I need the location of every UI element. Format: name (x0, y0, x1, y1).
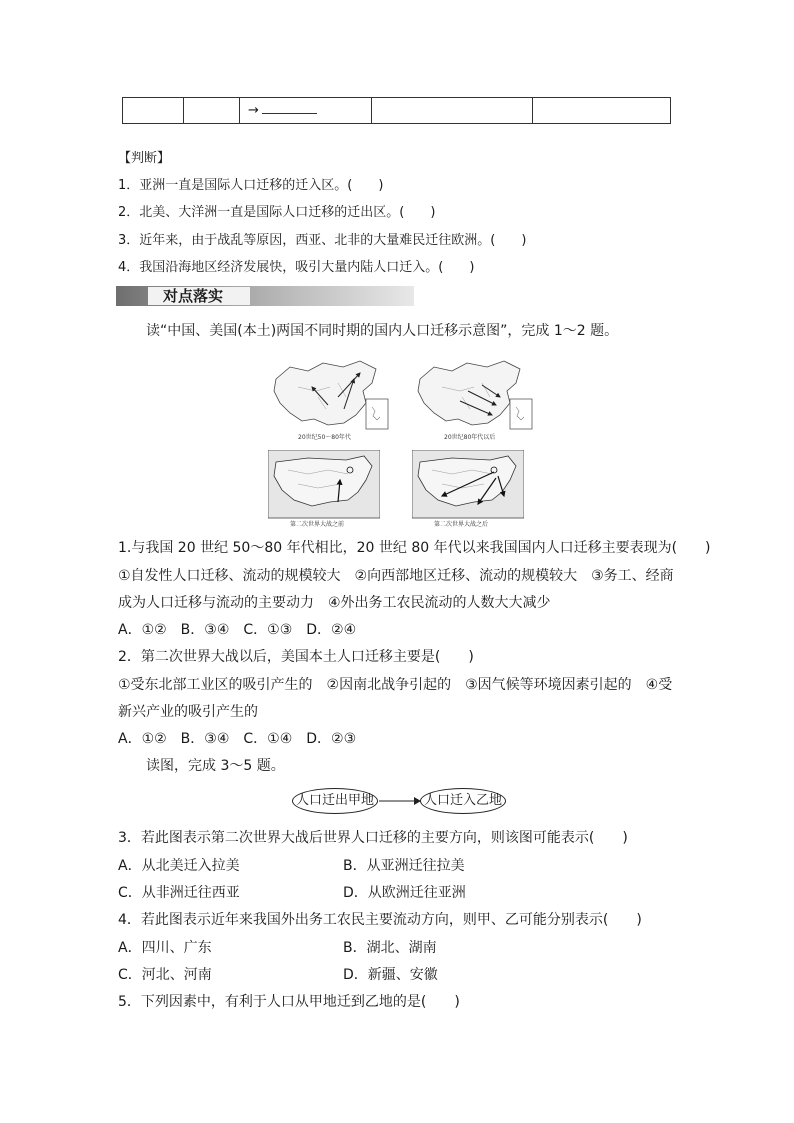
question-1-stem: 1.与我国 20 世纪 50～80 年代相比，20 世纪 80 年代以来我国国内人口迁移主要表现为( ) (118, 540, 711, 556)
table-cell-divider (371, 98, 372, 123)
usa-map-after-ww2 (412, 450, 524, 528)
question-3-option-c: C．从非洲迁往西亚 (118, 885, 240, 901)
question-3-stem: 3．若此图表示第二次世界大战后世界人口迁移的主要方向，则该图可能表示( ) (118, 830, 628, 846)
arrow-glyph: → (248, 103, 259, 118)
question-1-statements: ①自发性人口迁移、流动的规模较大 ②向西部地区迁移、流动的规模较大 ③务工、经商 (118, 568, 674, 584)
question-3-option-a: A．从北美迁入拉美 (118, 858, 240, 874)
section-title: 对点落实 (163, 287, 224, 305)
question-4-option-a: A．四川、广东 (118, 940, 212, 956)
usa-map-before-ww2 (268, 450, 380, 528)
question-2-options: A．①② B．③④ C．①④ D．②③ (118, 731, 357, 747)
table-cell-divider (532, 98, 533, 123)
map-caption: 第二次世界大战之后 (434, 521, 489, 528)
table-cell-divider (183, 98, 184, 123)
china-map-after-1980s (412, 357, 537, 442)
intro-text-2: 读图，完成 3～5 题。 (146, 758, 285, 774)
question-4-option-b: B．湖北、湖南 (343, 940, 437, 956)
question-4-stem: 4．若此图表示近年来我国外出务工农民主要流动方向，则甲、乙可能分别表示( ) (118, 912, 642, 928)
question-2-statements: ①受东北部工业区的吸引产生的 ②因南北战争引起的 ③因气候等环境因素引起的 ④受 (118, 677, 673, 693)
table-row (122, 97, 671, 124)
map-caption: 20世纪80年代以后 (444, 434, 496, 441)
question-3-option-d: D．从欧洲迁往亚洲 (343, 885, 466, 901)
flow-node-origin: 人口迁出甲地 (292, 788, 378, 814)
flow-node-destination: 人口迁入乙地 (420, 788, 506, 814)
china-map-1950s-1980s (268, 357, 393, 442)
table-cell-divider (239, 98, 240, 123)
judge-item: 3．近年来，由于战乱等原因，西亚、北非的大量难民迁往欧洲。( ) (118, 233, 527, 248)
judge-heading: 【判断】 (118, 151, 171, 166)
question-4-option-d: D．新疆、安徽 (343, 967, 438, 983)
fill-in-blank (262, 113, 317, 114)
question-4-option-c: C．河北、河南 (118, 967, 212, 983)
question-1-statements: 成为人口迁移与流动的主要动力 ④外出务工农民流动的人数大大减少 (118, 595, 551, 611)
question-3-option-b: B．从亚洲迁往拉美 (343, 858, 465, 874)
judge-item: 2．北美、大洋洲一直是国际人口迁移的迁出区。( ) (118, 205, 436, 220)
intro-text: 读“中国、美国(本土)两国不同时期的国内人口迁移示意图”，完成 1～2 题。 (146, 323, 619, 339)
question-2-stem: 2．第二次世界大战以后，美国本土人口迁移主要是( ) (118, 649, 474, 665)
judge-item: 1．亚洲一直是国际人口迁移的迁入区。( ) (118, 178, 384, 193)
question-5-stem: 5．下列因素中，有利于人口从甲地迁到乙地的是( ) (118, 994, 460, 1010)
map-caption: 第二次世界大战之前 (290, 521, 345, 528)
question-2-statements: 新兴产业的吸引产生的 (118, 704, 258, 720)
map-caption: 20世纪50～80年代 (298, 434, 351, 441)
question-1-options: A．①② B．③④ C．①③ D．②④ (118, 622, 357, 638)
flow-arrow (378, 794, 422, 808)
judge-item: 4．我国沿海地区经济发展快，吸引大量内陆人口迁入。( ) (118, 260, 475, 275)
